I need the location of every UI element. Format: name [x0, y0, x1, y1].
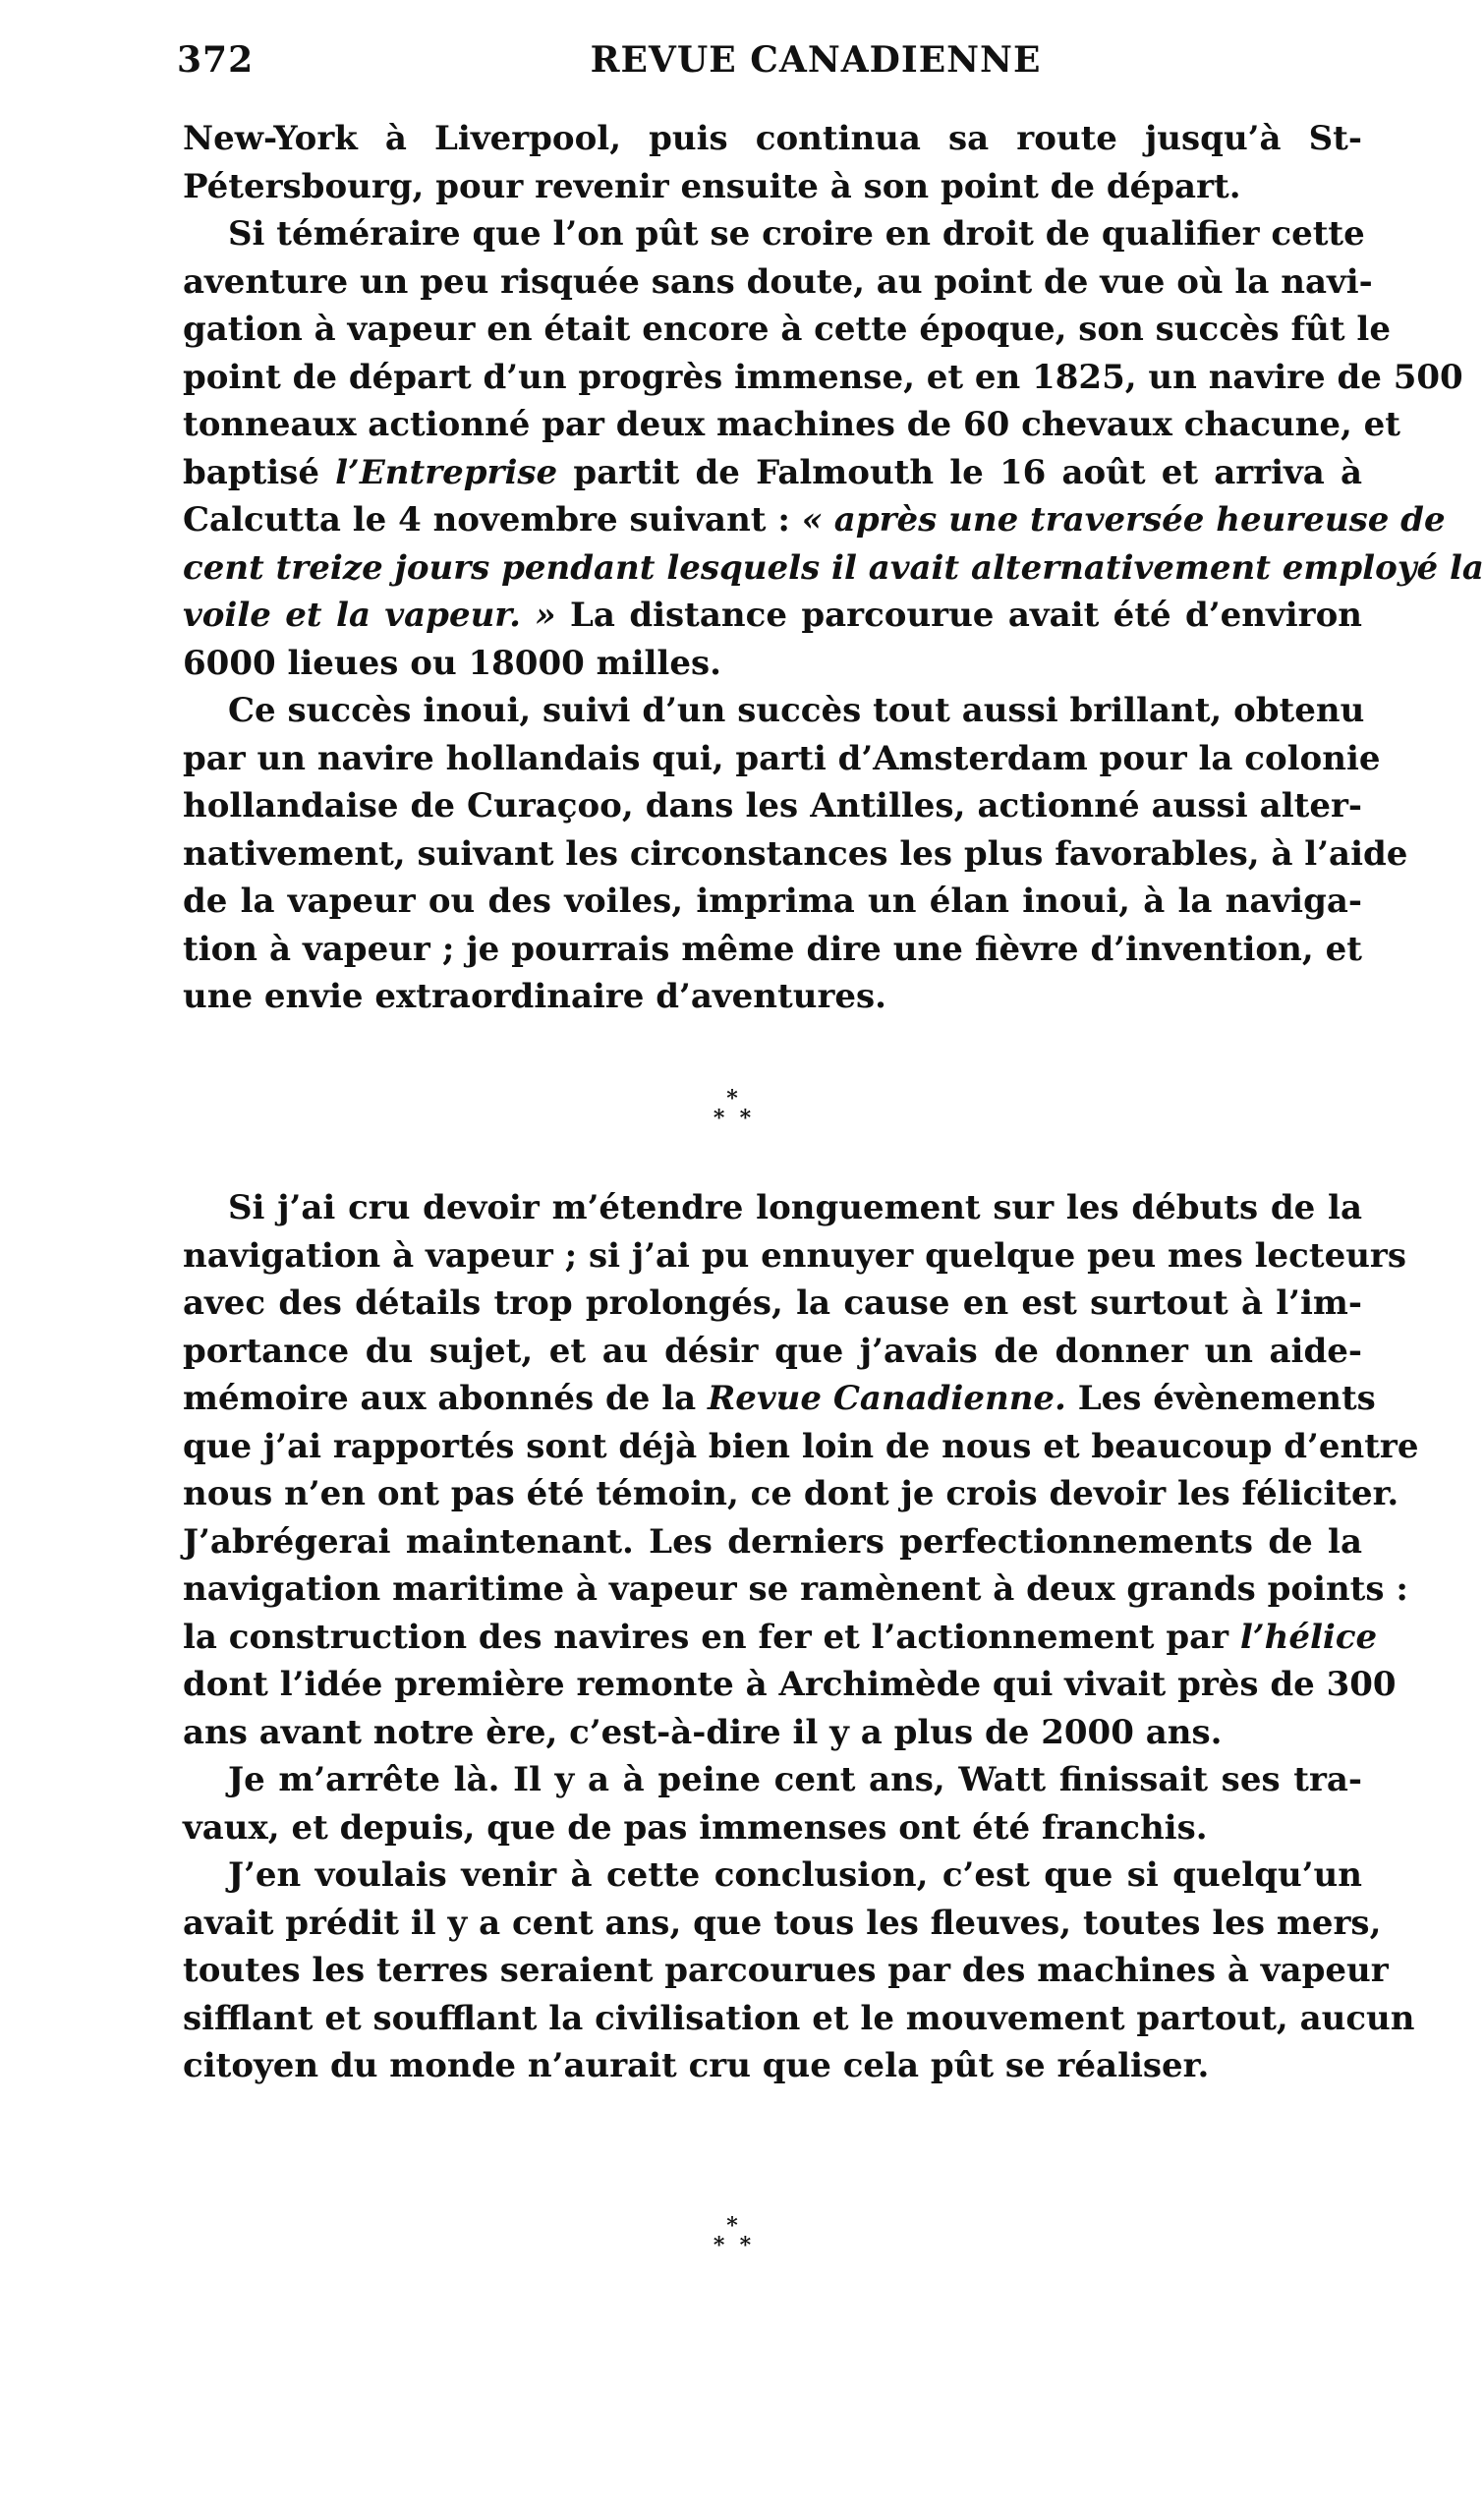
roman-run: que j’ai rapportés sont déjà bien loin de nous et beaucoup d’entre [183, 1426, 1419, 1466]
text-line [183, 1756, 1362, 1804]
text-line [183, 2042, 1362, 2090]
roman-run: gation à vapeur en était encore à cette époque, son succès fût le [183, 310, 1391, 349]
roman-run: tonneaux actionné par deux machines de 60 chevaux chacune, et [183, 405, 1401, 444]
text-line [183, 1470, 1399, 1518]
text-line [183, 1947, 1389, 1995]
text-line [183, 1423, 1419, 1471]
roman-run: tion à vapeur ; je pourrais même dire une fièvre d’invention, et [183, 929, 1362, 969]
asterism-divider-2 [0, 2213, 1464, 2258]
italic-run: l’Entreprise [335, 452, 558, 492]
text-line [183, 210, 1365, 258]
text-line [183, 449, 1362, 497]
italic-run: cent treize jours pendant lesquels il avait alternativement employé la [183, 547, 1484, 588]
text-line [183, 687, 1365, 735]
text-line [183, 1614, 1378, 1662]
roman-run: Je m’arrête là. Il y a à peine cent ans, Watt finissait ses tra- [228, 1760, 1362, 1799]
asterism-bottom [0, 2233, 1464, 2258]
roman-run: ans avant notre ère, c’est-à-dire il y a plus de 2000 ans. [183, 1712, 1223, 1752]
roman-run: New-York à Liverpool, puis continua sa route jusqu’à St- [183, 119, 1362, 158]
roman-run: Les évènements [1065, 1379, 1376, 1418]
roman-run: baptisé [183, 452, 336, 492]
text-line [183, 496, 1446, 544]
roman-run: vaux, et depuis, que de pas immenses ont été franchis. [183, 1807, 1208, 1848]
roman-run: une envie extraordinaire d’aventures. [183, 977, 886, 1016]
text-line [183, 1709, 1362, 1757]
asterism-divider-1 [0, 1086, 1464, 1131]
roman-run: nativement, suivant les circonstances les plus favorables, à l’aide [183, 833, 1408, 874]
roman-run: Pétersbourg, pour revenir ensuite à son point de départ. [183, 166, 1241, 206]
roman-run: partit de Falmouth le 16 août et arriva à [557, 452, 1362, 492]
page-number: 372 [177, 39, 255, 81]
asterism-left: * [713, 2233, 725, 2258]
text-line [183, 401, 1401, 449]
roman-run: sifflant et soufflant la civilisation et le mouvement partout, aucun [183, 1998, 1415, 2038]
text-line [183, 544, 1484, 593]
roman-run: La distance parcourue avait été d’environ [555, 596, 1362, 635]
roman-run: par un navire hollandais qui, parti d’Amsterdam pour la colonie [183, 738, 1381, 778]
text-line [183, 830, 1408, 879]
roman-run: dont l’idée première remonte à Archimède qui vivait près de 300 [183, 1665, 1397, 1704]
text-line [183, 1851, 1362, 1900]
text-line [183, 1232, 1406, 1281]
italic-run: l’hélice [1239, 1617, 1378, 1657]
roman-run: J’abrégerai maintenant. Les derniers perfectionnements de la [183, 1521, 1362, 1562]
text-line [183, 735, 1381, 783]
text-line [183, 878, 1362, 926]
asterism-right: * [739, 2233, 752, 2258]
italic-run: « après une traversée heureuse de [801, 500, 1446, 540]
italic-run: Revue Canadienne. [707, 1379, 1066, 1418]
running-title: REVUE CANADIENNE [590, 39, 1042, 81]
roman-run: portance du sujet, et au désir que j’avais de donner un aide- [183, 1331, 1362, 1371]
roman-run: nous n’en ont pas été témoin, ce dont je crois devoir les féliciter. [183, 1474, 1399, 1513]
asterism-bottom [0, 1106, 1464, 1131]
text-line [183, 1375, 1376, 1423]
text-section-2 [183, 1184, 1419, 2090]
text-section-1 [183, 115, 1484, 1021]
text-line [183, 1995, 1415, 2043]
text-line [183, 354, 1463, 402]
roman-run: Si téméraire que l’on pût se croire en droit de qualifier cette [228, 214, 1365, 254]
text-line [183, 973, 1362, 1021]
text-line [183, 1328, 1362, 1376]
roman-run: 6000 lieues ou 18000 milles. [183, 643, 721, 683]
text-line [183, 306, 1391, 354]
roman-run: J’en voulais venir à cette conclusion, c’est que si quelqu’un [228, 1855, 1362, 1895]
roman-run: Ce succès inoui, suivi d’un succès tout aussi brillant, obtenu [228, 691, 1365, 730]
text-line [183, 1566, 1408, 1614]
asterism-left: * [713, 1106, 725, 1131]
text-line [183, 592, 1362, 640]
roman-run: aventure un peu risquée sans doute, au point de vue où la navi- [183, 261, 1373, 302]
roman-run: la construction des navires en fer et l’actionnement par [183, 1617, 1240, 1657]
text-line [183, 1661, 1397, 1709]
roman-run: avait prédit il y a cent ans, que tous les fleuves, toutes les mers, [183, 1903, 1382, 1943]
roman-run: toutes les terres seraient parcourues par des machines à vapeur [183, 1951, 1389, 1990]
text-line [183, 258, 1373, 307]
page-header [177, 39, 1376, 98]
text-line [183, 1518, 1362, 1566]
text-line [183, 163, 1362, 211]
asterism-top: * [726, 2213, 738, 2239]
italic-run: voile et la vapeur. » [183, 596, 556, 635]
roman-run: navigation à vapeur ; si j’ai pu ennuyer quelque peu mes lecteurs [183, 1235, 1406, 1276]
roman-run: de la vapeur ou des voiles, imprima un élan inoui, à la naviga- [183, 882, 1362, 921]
roman-run: mémoire aux abonnés de la [183, 1379, 708, 1418]
roman-run: Si j’ai cru devoir m’étendre longuement sur les débuts de la [228, 1188, 1362, 1227]
text-line [183, 782, 1362, 830]
roman-run: hollandaise de Curaçoo, dans les Antilles, actionné aussi alter- [183, 786, 1362, 826]
roman-run: navigation maritime à vapeur se ramènent à deux grands points : [183, 1569, 1408, 1609]
text-line [183, 926, 1362, 974]
text-line [183, 1280, 1362, 1328]
text-line [183, 115, 1362, 163]
text-line [183, 1900, 1382, 1948]
asterism-top: * [726, 1086, 738, 1111]
text-line [183, 1184, 1362, 1232]
roman-run: point de départ d’un progrès immense, et en 1825, un navire de 500 [183, 357, 1463, 397]
roman-run: Calcutta le 4 novembre suivant : [183, 500, 802, 540]
roman-run: avec des détails trop prolongés, la cause en est surtout à l’im- [183, 1283, 1362, 1323]
text-line [183, 1804, 1362, 1852]
roman-run: citoyen du monde n’aurait cru que cela pût se réaliser. [183, 2046, 1210, 2085]
asterism-right: * [739, 1106, 752, 1131]
text-line [183, 640, 1362, 688]
